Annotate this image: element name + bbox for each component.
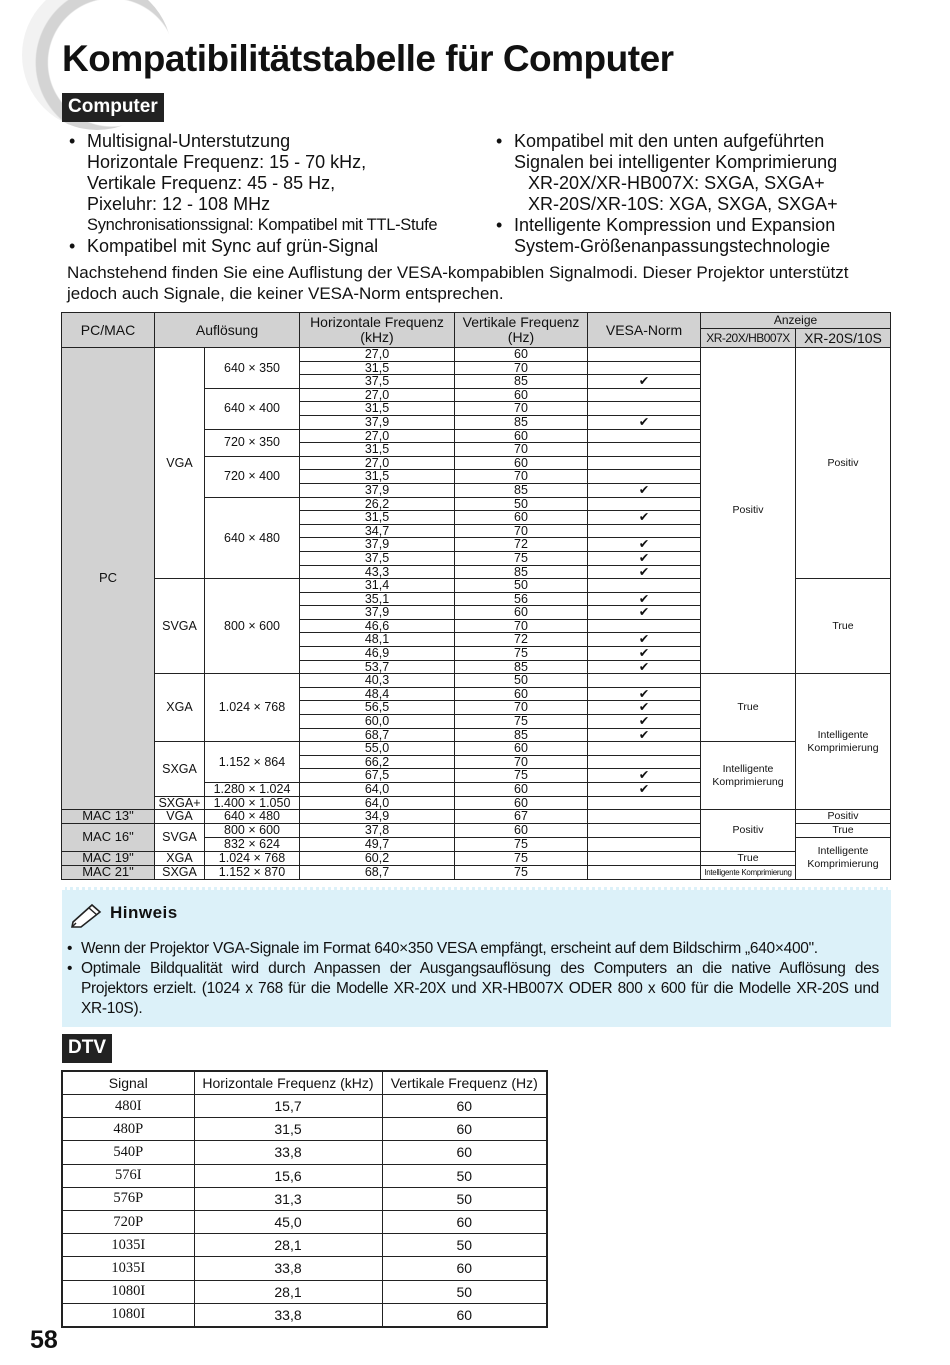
standard-cell: SXGA (155, 865, 205, 879)
vesa-check-cell (588, 796, 701, 810)
resolution-cell: 1.152 × 870 (205, 865, 300, 879)
hfreq-cell: 49,7 (300, 838, 455, 852)
dtv-vfreq-cell: 60 (382, 1095, 547, 1118)
standard-cell: XGA (155, 851, 205, 865)
vesa-check-cell (588, 470, 701, 484)
vesa-check-cell: ✔ (588, 769, 701, 783)
dtv-signal-cell: 480I (62, 1095, 194, 1118)
resolution-cell: 832 × 624 (205, 838, 300, 852)
dtv-vfreq-cell: 50 (382, 1280, 547, 1303)
vesa-check-cell (588, 742, 701, 756)
hfreq-cell: 27,0 (300, 348, 455, 362)
bullet-line: XR-20S/XR-10S: XGA, SXGA, SXGA+ (528, 194, 838, 214)
standard-cell: SXGA (155, 742, 205, 796)
platform-cell: MAC 13" (62, 810, 155, 824)
display-xr20x-cell: Intelligente Komprimierung (701, 742, 796, 810)
bullet-line: Synchronisationssignal: Kompatibel mit TTL-Stufe (87, 216, 438, 234)
resolution-cell: 1.152 × 864 (205, 742, 300, 783)
hfreq-cell: 66,2 (300, 755, 455, 769)
dtv-signal-cell: 576P (62, 1187, 194, 1210)
bullet-line: Signalen bei intelligenter Komprimierung (514, 152, 838, 172)
vfreq-cell: 85 (455, 660, 588, 674)
resolution-cell: 640 × 350 (205, 348, 300, 389)
resolution-cell: 720 × 400 (205, 456, 300, 497)
vesa-check-cell (588, 402, 701, 416)
resolution-cell: 1.280 × 1.024 (205, 783, 300, 797)
resolution-cell: 640 × 480 (205, 810, 300, 824)
vfreq-cell: 60 (455, 687, 588, 701)
vesa-check-cell (588, 755, 701, 769)
dtv-hfreq-cell: 33,8 (194, 1303, 382, 1327)
hfreq-cell: 26,2 (300, 497, 455, 511)
vesa-check-cell (588, 443, 701, 457)
dtv-row (62, 1095, 547, 1118)
vfreq-cell: 75 (455, 851, 588, 865)
vfreq-cell: 60 (455, 456, 588, 470)
display-xr20x-cell: True (701, 674, 796, 742)
table-row (62, 674, 891, 688)
bullet-line: • Intelligente Kompression und Expansion (514, 215, 836, 235)
vfreq-cell: 85 (455, 565, 588, 579)
dtv-row (62, 1280, 547, 1303)
header-model-xr20s: XR-20S/10S (796, 329, 891, 348)
vfreq-cell: 72 (455, 538, 588, 552)
bullet-resizing-technology (494, 215, 894, 257)
hfreq-cell: 31,5 (300, 511, 455, 525)
hfreq-cell: 60,2 (300, 851, 455, 865)
resolution-cell: 800 × 600 (205, 579, 300, 674)
vfreq-cell: 60 (455, 824, 588, 838)
vfreq-cell: 60 (455, 388, 588, 402)
vfreq-cell: 75 (455, 838, 588, 852)
hfreq-cell: 27,0 (300, 388, 455, 402)
header-display: Anzeige (701, 313, 891, 329)
vesa-check-cell (588, 674, 701, 688)
hfreq-cell: 46,6 (300, 619, 455, 633)
hfreq-cell: 64,0 (300, 783, 455, 797)
hfreq-cell: 34,7 (300, 524, 455, 538)
header-vfreq: Vertikale Frequenz (Hz) (455, 313, 588, 348)
hfreq-cell: 48,1 (300, 633, 455, 647)
hfreq-cell: 40,3 (300, 674, 455, 688)
dtv-signal-cell: 540P (62, 1141, 194, 1164)
vfreq-cell: 60 (455, 606, 588, 620)
vesa-check-cell: ✔ (588, 375, 701, 389)
resolution-cell: 720 × 350 (205, 429, 300, 456)
hfreq-cell: 27,0 (300, 429, 455, 443)
note-title-text: Hinweis (110, 903, 178, 922)
standard-cell: SVGA (155, 824, 205, 852)
vfreq-cell: 70 (455, 755, 588, 769)
hfreq-cell: 37,9 (300, 606, 455, 620)
vesa-check-cell: ✔ (588, 415, 701, 429)
hfreq-cell: 37,8 (300, 824, 455, 838)
header-resolution: Auflösung (155, 313, 300, 348)
header-hfreq: Horizontale Frequenz (kHz) (300, 313, 455, 348)
vfreq-cell: 60 (455, 742, 588, 756)
vfreq-cell: 70 (455, 524, 588, 538)
dtv-signal-cell: 480P (62, 1118, 194, 1141)
display-xr20x-cell: True (701, 851, 796, 865)
display-xr20s-cell: True (796, 824, 891, 838)
hfreq-cell: 37,9 (300, 538, 455, 552)
vesa-check-cell: ✔ (588, 633, 701, 647)
hfreq-cell: 67,5 (300, 769, 455, 783)
resolution-cell: 1.024 × 768 (205, 851, 300, 865)
vesa-check-cell: ✔ (588, 647, 701, 661)
note-title (72, 903, 178, 923)
dtv-vfreq-cell: 50 (382, 1234, 547, 1257)
hfreq-cell: 46,9 (300, 647, 455, 661)
vesa-check-cell: ✔ (588, 728, 701, 742)
bullet-multisignal (67, 131, 487, 236)
vesa-check-cell: ✔ (588, 592, 701, 606)
bullet-line: System-Größenanpassungstechnologie (514, 236, 831, 256)
standard-cell: VGA (155, 810, 205, 824)
vfreq-cell: 60 (455, 783, 588, 797)
computer-compatibility-table (61, 312, 891, 880)
display-xr20s-cell: True (796, 579, 891, 674)
vfreq-cell: 70 (455, 361, 588, 375)
bullet-line: Pixeluhr: 12 - 108 MHz (87, 194, 271, 214)
dtv-vfreq-cell: 60 (382, 1141, 547, 1164)
vfreq-cell: 70 (455, 619, 588, 633)
display-xr20x-cell: Positiv (701, 348, 796, 674)
vesa-check-cell: ✔ (588, 483, 701, 497)
dtv-table (61, 1070, 548, 1328)
compatibility-table-body (62, 348, 891, 880)
bullet-line: Vertikale Frequenz: 45 - 85 Hz, (87, 173, 336, 193)
hfreq-cell: 31,4 (300, 579, 455, 593)
bullet-intelligent-compression (494, 131, 894, 215)
table-row (62, 810, 891, 824)
vesa-check-cell: ✔ (588, 551, 701, 565)
resolution-cell: 1.024 × 768 (205, 674, 300, 742)
display-xr20x-cell: Positiv (701, 810, 796, 852)
hfreq-cell: 27,0 (300, 456, 455, 470)
dtv-header-signal: Signal (62, 1071, 194, 1095)
dtv-row (62, 1187, 547, 1210)
vesa-check-cell (588, 851, 701, 865)
dtv-vfreq-cell: 60 (382, 1210, 547, 1233)
dtv-vfreq-cell: 60 (382, 1303, 547, 1327)
dtv-signal-cell: 576I (62, 1164, 194, 1187)
dtv-row (62, 1210, 547, 1233)
bullet-sync-green (67, 236, 487, 257)
vfreq-cell: 56 (455, 592, 588, 606)
hfreq-cell: 37,9 (300, 415, 455, 429)
page-title: Kompatibilitätstabelle für Computer (62, 38, 674, 79)
platform-cell: MAC 21" (62, 865, 155, 879)
vesa-check-cell (588, 865, 701, 879)
hfreq-cell: 68,7 (300, 728, 455, 742)
display-xr20s-cell: Positiv (796, 348, 891, 579)
computer-left-bullets (67, 131, 487, 257)
hfreq-cell: 34,9 (300, 810, 455, 824)
platform-cell: MAC 16" (62, 824, 155, 852)
table-row (62, 865, 891, 879)
vesa-check-cell (588, 456, 701, 470)
vfreq-cell: 70 (455, 470, 588, 484)
standard-cell: VGA (155, 348, 205, 579)
dtv-hfreq-cell: 31,5 (194, 1118, 382, 1141)
dtv-hfreq-cell: 33,8 (194, 1141, 382, 1164)
page-number: 58 (30, 1326, 58, 1354)
hfreq-cell: 35,1 (300, 592, 455, 606)
hfreq-cell: 31,5 (300, 361, 455, 375)
dtv-hfreq-cell: 33,8 (194, 1257, 382, 1280)
hfreq-cell: 64,0 (300, 796, 455, 810)
bullet-line: XR-20X/XR-HB007X: SXGA, SXGA+ (528, 173, 825, 193)
vfreq-cell: 70 (455, 701, 588, 715)
dtv-row (62, 1164, 547, 1187)
dtv-header-vfreq: Vertikale Frequenz (Hz) (382, 1071, 547, 1095)
dtv-hfreq-cell: 28,1 (194, 1280, 382, 1303)
vfreq-cell: 50 (455, 579, 588, 593)
hfreq-cell: 37,5 (300, 375, 455, 389)
vesa-check-cell: ✔ (588, 565, 701, 579)
table-row (62, 348, 891, 362)
vesa-check-cell (588, 361, 701, 375)
platform-cell: MAC 19" (62, 851, 155, 865)
standard-cell: SXGA+ (155, 796, 205, 810)
hfreq-cell: 55,0 (300, 742, 455, 756)
platform-cell: PC (62, 348, 155, 810)
dtv-row (62, 1303, 547, 1327)
vesa-check-cell (588, 388, 701, 402)
vesa-check-cell: ✔ (588, 715, 701, 729)
vfreq-cell: 70 (455, 402, 588, 416)
hfreq-cell: 68,7 (300, 865, 455, 879)
vfreq-cell: 85 (455, 728, 588, 742)
dtv-hfreq-cell: 28,1 (194, 1234, 382, 1257)
vfreq-cell: 75 (455, 715, 588, 729)
bullet-line: • Kompatibel mit den unten aufgeführten (514, 131, 825, 151)
dtv-vfreq-cell: 60 (382, 1118, 547, 1141)
header-pcmac: PC/MAC (62, 313, 155, 348)
vfreq-cell: 85 (455, 483, 588, 497)
vesa-check-cell (588, 838, 701, 852)
hfreq-cell: 31,5 (300, 443, 455, 457)
resolution-cell: 800 × 600 (205, 824, 300, 838)
vesa-check-cell: ✔ (588, 701, 701, 715)
hfreq-cell: 37,9 (300, 483, 455, 497)
display-xr20s-cell: Intelligente Komprimierung (796, 674, 891, 810)
vesa-check-cell (588, 429, 701, 443)
bullet-line: Horizontale Frequenz: 15 - 70 kHz, (87, 152, 367, 172)
vfreq-cell: 75 (455, 647, 588, 661)
dtv-hfreq-cell: 45,0 (194, 1210, 382, 1233)
vfreq-cell: 70 (455, 443, 588, 457)
vesa-check-cell (588, 524, 701, 538)
dtv-table-body (62, 1095, 547, 1327)
header-model-xr20x: XR-20X/HB007X (701, 329, 796, 348)
dtv-header-hfreq: Horizontale Frequenz (kHz) (194, 1071, 382, 1095)
standard-cell: SVGA (155, 579, 205, 674)
resolution-cell: 640 × 400 (205, 388, 300, 429)
vfreq-cell: 85 (455, 375, 588, 389)
dtv-vfreq-cell: 60 (382, 1257, 547, 1280)
hfreq-cell: 56,5 (300, 701, 455, 715)
dtv-row (62, 1141, 547, 1164)
display-xr20x-cell: Intelligente Komprimierung (701, 865, 796, 879)
computer-right-bullets (494, 131, 894, 257)
dtv-hfreq-cell: 15,6 (194, 1164, 382, 1187)
vesa-check-cell: ✔ (588, 660, 701, 674)
hfreq-cell: 43,3 (300, 565, 455, 579)
vfreq-cell: 60 (455, 429, 588, 443)
dtv-signal-cell: 1035I (62, 1234, 194, 1257)
hfreq-cell: 53,7 (300, 660, 455, 674)
vfreq-cell: 75 (455, 865, 588, 879)
standard-cell: XGA (155, 674, 205, 742)
resolution-cell: 640 × 480 (205, 497, 300, 579)
note-item: • Optimale Bildqualität wird durch Anpassen der Ausgangsauflösung des Computers an die native Auflösung des Projektors erzielt. (1024 x 768 für die Modelle XR-20X und XR-HB007X ODER 800 x 600 für die Modelle XR-20S und XR-10S). (67, 959, 879, 1019)
vesa-check-cell (588, 497, 701, 511)
display-xr20s-cell: Intelligente Komprimierung (796, 838, 891, 880)
dtv-row (62, 1234, 547, 1257)
vesa-check-cell: ✔ (588, 538, 701, 552)
vesa-check-cell: ✔ (588, 606, 701, 620)
dtv-signal-cell: 720P (62, 1210, 194, 1233)
hfreq-cell: 48,4 (300, 687, 455, 701)
bullet-line: • Multisignal-Unterstutzung (87, 131, 291, 151)
dtv-row (62, 1118, 547, 1141)
vesa-check-cell (588, 348, 701, 362)
vfreq-cell: 50 (455, 497, 588, 511)
hfreq-cell: 60,0 (300, 715, 455, 729)
hfreq-cell: 31,5 (300, 470, 455, 484)
dtv-row (62, 1257, 547, 1280)
dtv-vfreq-cell: 50 (382, 1164, 547, 1187)
vfreq-cell: 67 (455, 810, 588, 824)
vesa-check-cell (588, 619, 701, 633)
vfreq-cell: 60 (455, 796, 588, 810)
vesa-intro-text: Nachstehend finden Sie eine Auflistung der VESA-kompabiblen Signalmodi. Dieser Projektor unterstützt jedoch auch Signale, die keiner VESA-Norm entsprechen. (67, 263, 849, 303)
resolution-cell: 1.400 × 1.050 (205, 796, 300, 810)
vfreq-cell: 50 (455, 674, 588, 688)
vfreq-cell: 72 (455, 633, 588, 647)
vesa-check-cell (588, 579, 701, 593)
vesa-check-cell (588, 810, 701, 824)
display-xr20s-cell: Positiv (796, 810, 891, 824)
vfreq-cell: 60 (455, 511, 588, 525)
computer-section-label: Computer (62, 93, 164, 122)
vesa-check-cell: ✔ (588, 687, 701, 701)
dtv-section-label: DTV (62, 1034, 112, 1063)
dtv-signal-cell: 1035I (62, 1257, 194, 1280)
vesa-check-cell (588, 824, 701, 838)
vfreq-cell: 75 (455, 551, 588, 565)
hfreq-cell: 37,5 (300, 551, 455, 565)
note-item: • Wenn der Projektor VGA-Signale im Format 640×350 VESA empfängt, erscheint auf dem Bildschirm „640×400". (67, 939, 879, 959)
vesa-check-cell: ✔ (588, 511, 701, 525)
vfreq-cell: 85 (455, 415, 588, 429)
note-list (67, 939, 879, 1019)
dtv-vfreq-cell: 50 (382, 1187, 547, 1210)
dtv-signal-cell: 1080I (62, 1280, 194, 1303)
vfreq-cell: 75 (455, 769, 588, 783)
vfreq-cell: 60 (455, 348, 588, 362)
bullet-line: • Kompatibel mit Sync auf grün-Signal (87, 236, 379, 256)
table-row (62, 851, 891, 865)
dtv-hfreq-cell: 15,7 (194, 1095, 382, 1118)
table-row (62, 742, 891, 756)
header-vesa: VESA-Norm (588, 313, 701, 348)
dtv-hfreq-cell: 31,3 (194, 1187, 382, 1210)
dtv-signal-cell: 1080I (62, 1303, 194, 1327)
vesa-check-cell: ✔ (588, 783, 701, 797)
hfreq-cell: 31,5 (300, 402, 455, 416)
